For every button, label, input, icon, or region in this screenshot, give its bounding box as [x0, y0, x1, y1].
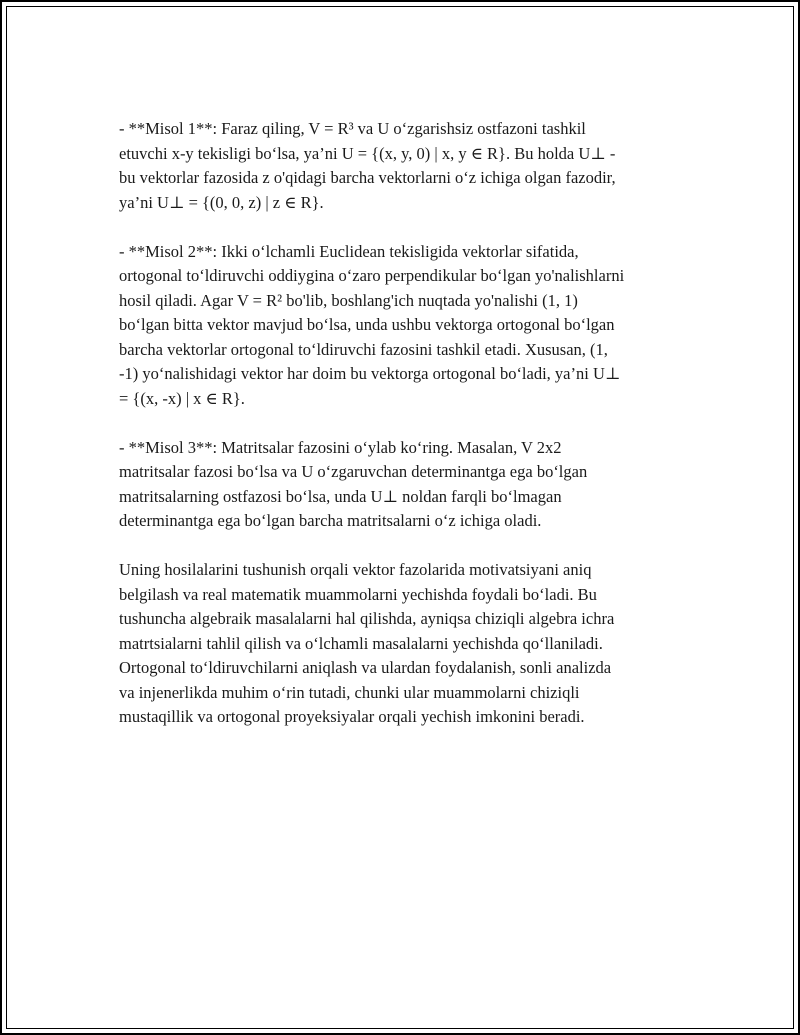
paragraph-example-3: - **Misol 3**: Matritsalar fazosini o‘ylab ko‘ring. Masalan, V 2x2 matritsalar fazosi bo‘lsa va U o‘zgaruvchan determinantga ega bo‘lgan matritsalarning ostfazosi bo‘lsa, unda U⊥ noldan farqli bo‘lmagan determinantga ega bo‘lgan barcha matritsalarni o‘z ichiga oladi. [119, 437, 588, 530]
document-body [119, 117, 694, 754]
paragraph-example-2: - **Misol 2**: Ikki o‘lchamli Euclidean tekisligida vektorlar sifatida, ortogonal to‘ldiruvchi oddiygina o‘zaro perpendikular bo‘lgan yo'nalishlarni hosil qiladi. Agar V = R² bo'lib, boshlang'ich nuqtada yo'nalishi (1, 1) bo‘lgan bitta vektor mavjud bo‘lsa, unda ushbu vektorga ortogonal bo‘lgan barcha vektorlar ortogonal to‘ldiruvchi fazosini tashkil etadi. Xususan, (1, -1) yo‘nalishidagi vektor har doim bu vektorga ortogonal bo‘ladi, ya’ni U⊥ = {(x, -x) | x ∈ R}. [119, 241, 625, 408]
paragraph-conclusion: Uning hosilalarini tushunish orqali vektor fazolarida motivatsiyani aniq belgilash va real matematik muammolarni yechishda foydali bo‘ladi. Bu tushuncha algebraik masalalarni hal qilishda, ayniqsa chiziqli algebra ichra matrtsialarni tahlil qilish va o‘lchamli masalalarni yechishda qo‘llaniladi. Ortogonal to‘ldiruvchilarni aniqlash va ulardan foydalanish, sonli analizda va injenerlikda muhim o‘rin tutadi, chunki ular muammolarni chiziqli mustaqillik va ortogonal proyeksiyalar orqali yechish imkonini beradi. [119, 560, 615, 726]
paragraph-example-1: - **Misol 1**: Faraz qiling, V = R³ va U o‘zgarishsiz ostfazoni tashkil etuvchi x-y tekisligi bo‘lsa, ya’ni U = {(x, y, 0) | x, y ∈ R}. Bu holda U⊥ - bu vektorlar fazosida z o'qidagi barcha vektorlarni o‘z ichiga olgan fazodir, ya’ni U⊥ = {(0, 0, z) | z ∈ R}. [119, 119, 616, 212]
